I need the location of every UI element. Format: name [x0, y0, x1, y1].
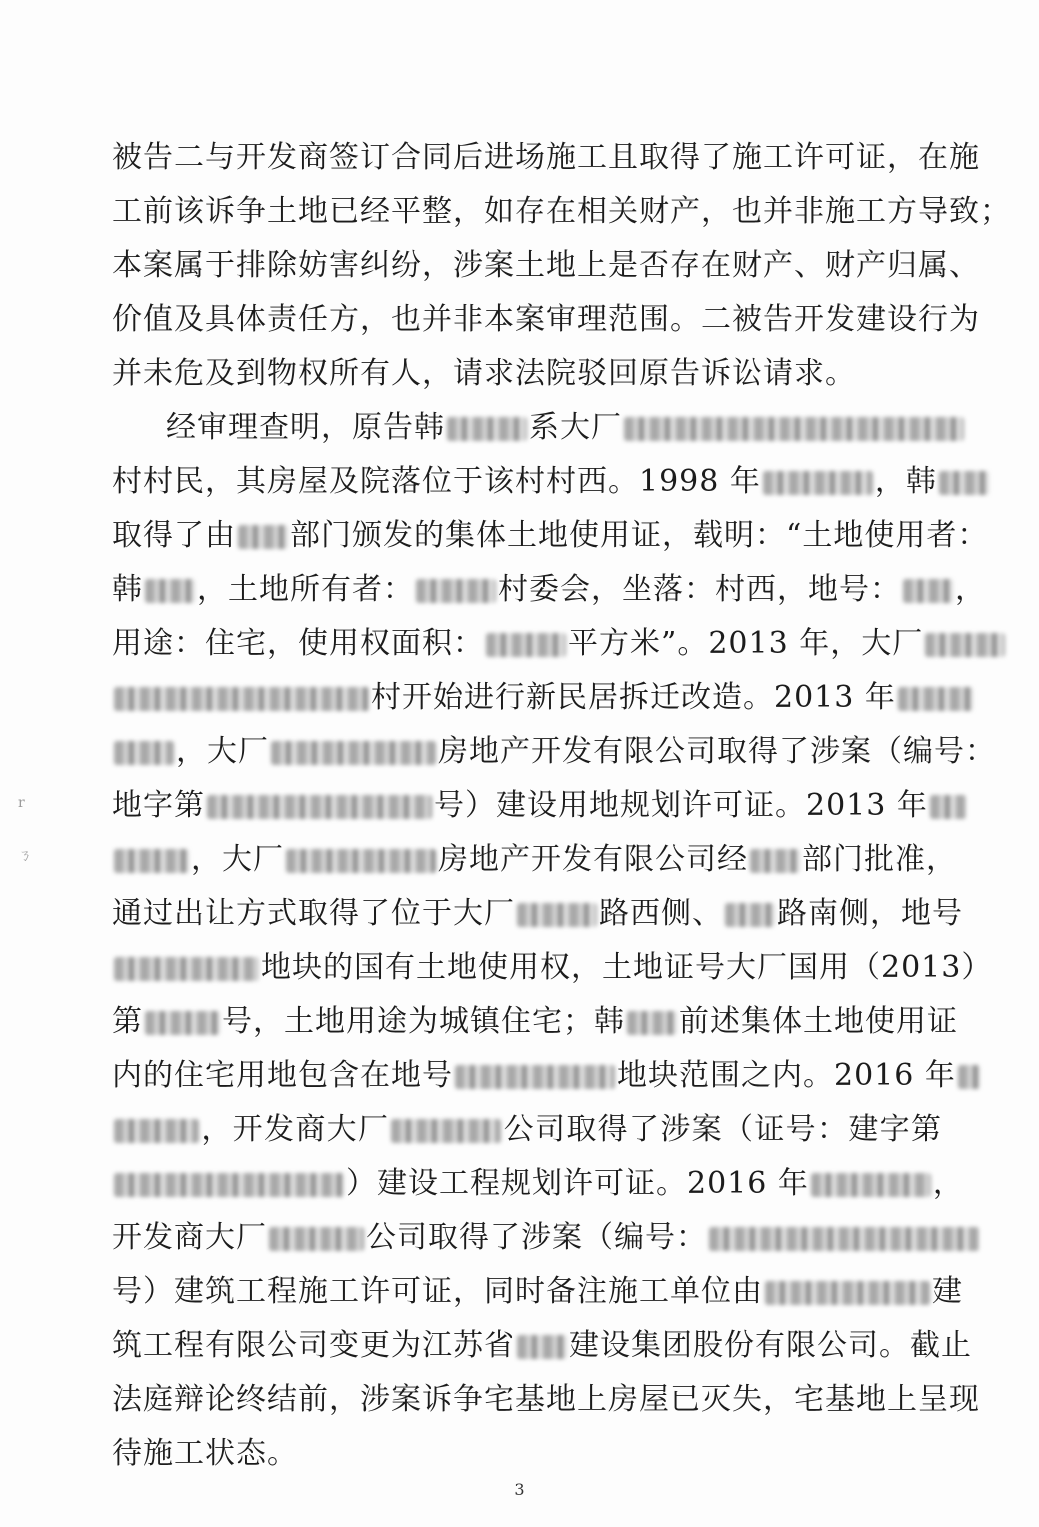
text-line: 取得了由 部门颁发的集体土地使用证，载明：“土地使用者：	[112, 518, 989, 553]
redaction-mark	[447, 417, 527, 441]
redaction-mark	[114, 687, 369, 711]
redaction-mark	[114, 741, 174, 765]
redaction-mark	[145, 579, 195, 603]
text-line: 工前该诉争土地已经平整，如存在相关财产，也并非施工方导致；	[112, 194, 1011, 229]
redaction-mark	[391, 1119, 501, 1143]
text-line: 筑工程有限公司变更为江苏省 建设集团股份有限公司。截止	[112, 1328, 972, 1363]
text-line: ）建设工程规划许可证。2016 年 ，	[112, 1157, 942, 1211]
redaction-mark	[958, 1065, 980, 1089]
redaction-mark	[763, 471, 873, 495]
redaction-mark	[930, 795, 966, 819]
redaction-mark	[709, 1227, 979, 1251]
redaction-mark	[765, 1281, 930, 1305]
redaction-mark	[486, 633, 566, 657]
text-line: 开发商大厂 公司取得了涉案（编号：	[112, 1211, 942, 1265]
redaction-mark	[725, 903, 775, 927]
redaction-mark	[271, 741, 436, 765]
text-line: 号）建筑工程施工许可证，同时备注施工单位由 建	[112, 1274, 963, 1309]
text-line: 村村民，其房屋及院落位于该村村西。1998 年 ，韩	[112, 455, 942, 509]
text-line: ，大厂 房地产开发有限公司取得了涉案（编号：	[112, 725, 942, 779]
redaction-mark	[455, 1065, 615, 1089]
text-line: 被告二与开发商签订合同后进场施工且取得了施工许可证，在施	[112, 140, 980, 175]
redaction-mark	[286, 849, 436, 873]
text-line: ，开发商大厂 公司取得了涉案（证号：建字第	[112, 1103, 942, 1157]
redaction-mark	[624, 417, 964, 441]
text-line: 待施工状态。	[112, 1436, 298, 1471]
text-line: 经审理查明，原告韩 系大厂	[166, 401, 942, 455]
redaction-mark	[238, 525, 288, 549]
redaction-mark	[750, 849, 800, 873]
margin-mark: r	[18, 795, 25, 811]
text-line: 用途：住宅，使用权面积： 平方米”。2013 年，大厂	[112, 617, 942, 671]
redaction-mark	[114, 1119, 199, 1143]
text-line: 地块的国有土地使用权，土地证号大厂国用（2013）	[112, 941, 942, 995]
redaction-mark	[903, 579, 953, 603]
page-number: 3	[514, 1480, 525, 1499]
redaction-mark	[145, 1011, 220, 1035]
redaction-mark	[114, 957, 259, 981]
redaction-mark	[898, 687, 973, 711]
text-line: 第 号，土地用途为城镇住宅；韩 前述集体土地使用证	[112, 1004, 958, 1039]
text-line: 价值及具体责任方，也并非本案审理范围。二被告开发建设行为	[112, 302, 980, 337]
redaction-mark	[207, 795, 432, 819]
text-line: 法庭辩论终结前，涉案诉争宅基地上房屋已灭失，宅基地上呈现	[112, 1382, 980, 1417]
text-line: 地字第 号）建设用地规划许可证。2013 年	[112, 779, 942, 833]
text-line: 本案属于排除妨害纠纷，涉案土地上是否存在财产、财产归属、	[112, 248, 980, 283]
text-line: 内的住宅用地包含在地号 地块范围之内。2016 年	[112, 1049, 942, 1103]
redaction-mark	[517, 1335, 567, 1359]
redaction-mark	[811, 1173, 931, 1197]
text-line: ，大厂 房地产开发有限公司经 部门批准，	[112, 833, 942, 887]
redaction-mark	[925, 633, 1005, 657]
redaction-mark	[114, 849, 189, 873]
redaction-mark	[517, 903, 597, 927]
redaction-mark	[114, 1173, 344, 1197]
text-line: 村开始进行新民居拆迁改造。2013 年	[112, 671, 942, 725]
redaction-mark	[416, 579, 496, 603]
redaction-mark	[939, 471, 989, 495]
text-line: 并未危及到物权所有人，请求法院驳回原告诉讼请求。	[112, 356, 856, 391]
margin-mark: ㄋ	[18, 848, 32, 864]
redaction-mark	[269, 1227, 364, 1251]
redaction-mark	[627, 1011, 677, 1035]
text-line: 通过出让方式取得了位于大厂 路西侧、 路南侧，地号	[112, 896, 963, 931]
text-line: 韩 ，土地所有者： 村委会，坐落：村西，地号： ，	[112, 572, 986, 607]
